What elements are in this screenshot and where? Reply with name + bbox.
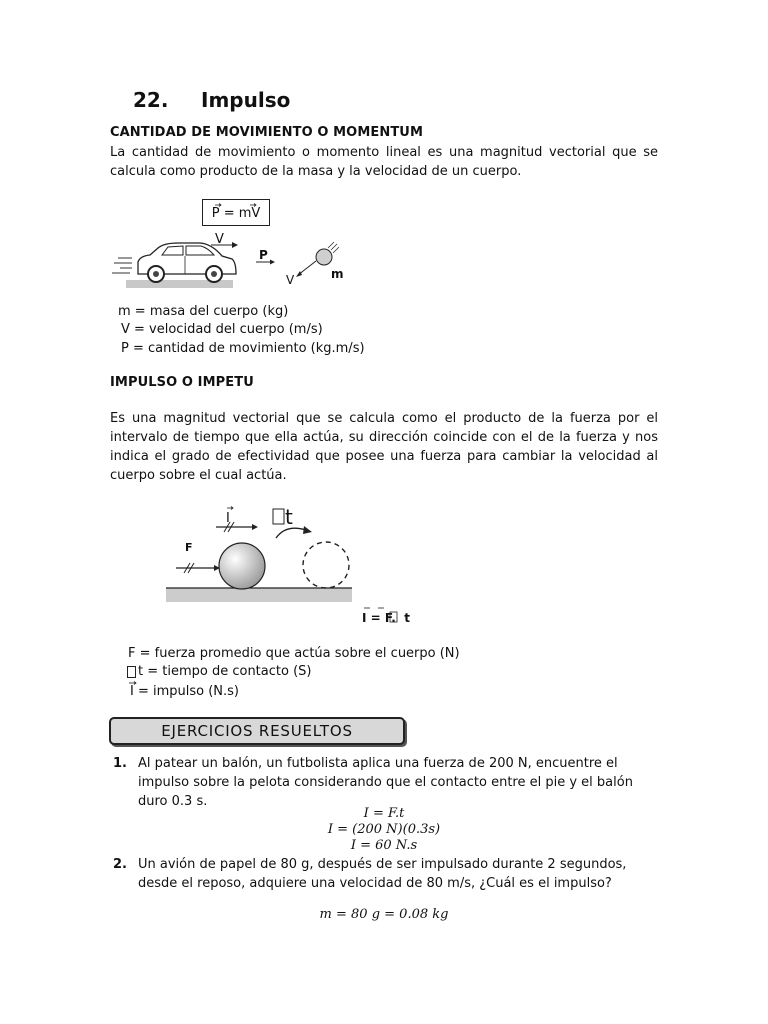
exercise-2-number: 2.: [113, 857, 127, 872]
momentum-def-mass: m = masa del cuerpo (kg): [118, 304, 289, 319]
momentum-def-velocity: V = velocidad del cuerpo (m/s): [121, 322, 323, 337]
exercise-1-math-line-3: I = 60 N.s: [350, 838, 418, 853]
momentum-label: P: [259, 248, 268, 262]
impulse-ground: [166, 588, 352, 602]
page-title: Impulso: [201, 88, 291, 112]
ball-velocity-arrow: [296, 271, 302, 277]
impulse-label: I: [226, 511, 230, 526]
motion-arc: [276, 528, 306, 538]
speed-lines: [112, 258, 132, 273]
momentum-heading: CANTIDAD DE MOVIMIENTO O MOMENTUM: [110, 125, 423, 140]
car-momentum-figure: [108, 228, 368, 294]
impulse-def-impulse: I = impulso (N.s): [130, 684, 240, 699]
impulse-heading: IMPULSO O IMPETU: [110, 375, 254, 390]
section-number: 22.: [133, 88, 169, 112]
momentum-def-momentum: P = cantidad de movimiento (kg.m/s): [121, 341, 365, 356]
mass-label: m: [331, 267, 344, 281]
delta-t-label: t: [285, 505, 293, 529]
momentum-formula-box: [202, 199, 270, 226]
ball-initial: [219, 543, 265, 589]
exercise-2-text: Un avión de papel de 80 g, después de ser impulsado durante 2 segundos, desde el reposo, adquiere una velocidad de 80 m/s, ¿Cuál es el impulso?: [138, 857, 627, 891]
ball-final: [303, 542, 349, 588]
force-label: F: [185, 541, 193, 554]
motion-arc-head: [303, 526, 312, 534]
exercise-1-text: Al patear un balón, un futbolista aplica una fuerza de 200 N, encuentre el impulso sobre la pelota considerando que el contacto entre el pie y el balón duro 0.3 s.: [138, 756, 633, 809]
small-ball: [316, 249, 332, 265]
delta-glyph-box: [273, 509, 284, 524]
velocity-arrow: [232, 242, 238, 248]
momentum-arrow: [270, 260, 275, 265]
exercises-banner: EJERCICIOS RESUELTOS: [109, 717, 405, 745]
momentum-formula: P = mV: [211, 206, 261, 221]
momentum-paragraph: La cantidad de movimiento o momento lineal es una magnitud vectorial que se calcula como producto de la masa y la velocidad de un cuerpo.: [110, 145, 658, 179]
exercise-1-number: 1.: [113, 756, 127, 771]
exercise-2-math-line-1: m = 80 g = 0.08 kg: [319, 907, 449, 922]
ball-velocity-label: V: [286, 273, 295, 287]
impulse-def-force: F = fuerza promedio que actúa sobre el cuerpo (N): [128, 646, 460, 661]
exercise-1-math-line-2: I = (200 N)(0.3s): [327, 822, 441, 837]
exercise-1-math-line-1: I = F.t: [363, 806, 405, 821]
delta-glyph-box-def: [127, 666, 136, 678]
impulse-figure: [160, 500, 420, 630]
impulse-def-time: t = tiempo de contacto (S): [138, 664, 312, 679]
impulse-paragraph: Es una magnitud vectorial que se calcula como el producto de la fuerza por el intervalo de tiempo que ella actúa, su dirección coincide con el de la fuerza y nos indica el grado de efectividad que posee una fuerza para cambiar la velocidad al cuerpo sobre el cual actúa.: [110, 411, 658, 483]
impulse-equation: I = F. t: [362, 611, 410, 625]
velocity-label: V: [215, 232, 224, 247]
